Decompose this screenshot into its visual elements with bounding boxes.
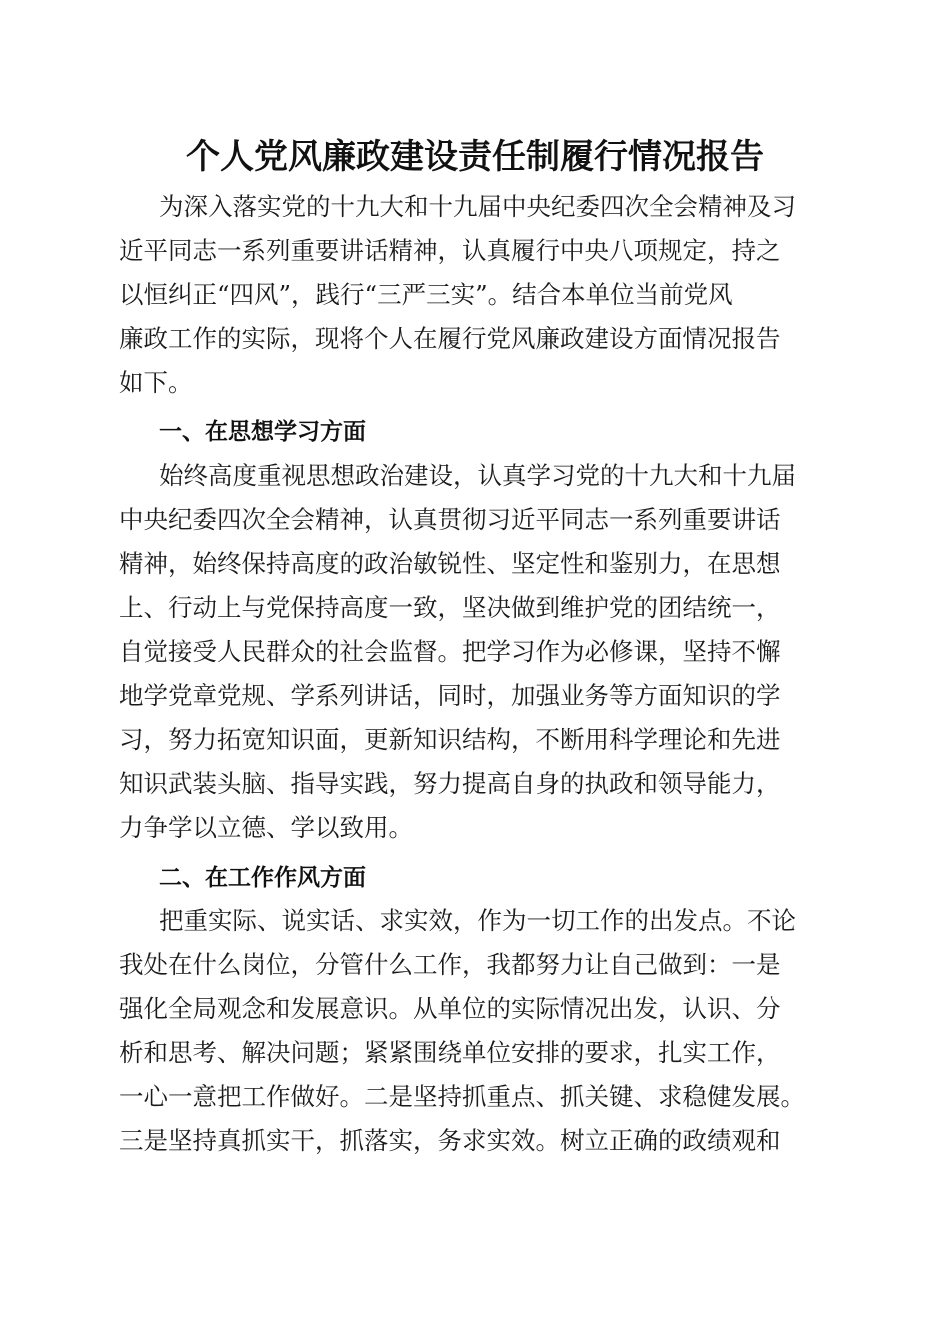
intro-line: 以恒纠正“四风”，践行“三严三实”。结合本单位当前党风	[119, 280, 733, 309]
section1-line: 始终高度重视思想政治建设，认真学习党的十九大和十九届	[159, 461, 796, 490]
section2-line: 强化全局观念和发展意识。从单位的实际情况出发，认识、分	[119, 994, 781, 1023]
section-heading-work-style: 二、在工作作风方面	[159, 865, 366, 891]
section1-line: 精神，始终保持高度的政治敏锐性、坚定性和鉴别力，在思想	[119, 549, 781, 578]
intro-line: 如下。	[119, 368, 193, 397]
section1-line: 习，努力拓宽知识面，更新知识结构，不断用科学理论和先进	[119, 725, 781, 754]
section1-line: 知识武装头脑、指导实践，努力提高自身的执政和领导能力，	[119, 769, 781, 798]
section2-line: 三是坚持真抓实干，抓落实，务求实效。树立正确的政绩观和	[119, 1126, 781, 1155]
section1-line: 自觉接受人民群众的社会监督。把学习作为必修课，坚持不懈	[119, 637, 781, 666]
intro-line: 近平同志一系列重要讲话精神，认真履行中央八项规定，持之	[119, 236, 781, 265]
section2-line: 把重实际、说实话、求实效，作为一切工作的出发点。不论	[159, 906, 796, 935]
section-heading-thought-study: 一、在思想学习方面	[159, 419, 366, 445]
section2-line: 析和思考、解决问题；紧紧围绕单位安排的要求，扎实工作，	[119, 1038, 781, 1067]
intro-line: 为深入落实党的十九大和十九届中央纪委四次全会精神及习	[159, 192, 796, 221]
section1-line: 力争学以立德、学以致用。	[119, 813, 413, 842]
document-title: 个人党风廉政建设责任制履行情况报告	[186, 137, 764, 177]
section1-line: 中央纪委四次全会精神，认真贯彻习近平同志一系列重要讲话	[119, 505, 781, 534]
section1-line: 上、行动上与党保持高度一致，坚决做到维护党的团结统一，	[119, 593, 781, 622]
intro-line: 廉政工作的实际，现将个人在履行党风廉政建设方面情况报告	[119, 324, 781, 353]
section2-line: 一心一意把工作做好。二是坚持抓重点、抓关键、求稳健发展。	[119, 1082, 805, 1111]
section2-line: 我处在什么岗位，分管什么工作，我都努力让自己做到：一是	[119, 950, 781, 979]
section1-line: 地学党章党规、学系列讲话，同时，加强业务等方面知识的学	[119, 681, 781, 710]
